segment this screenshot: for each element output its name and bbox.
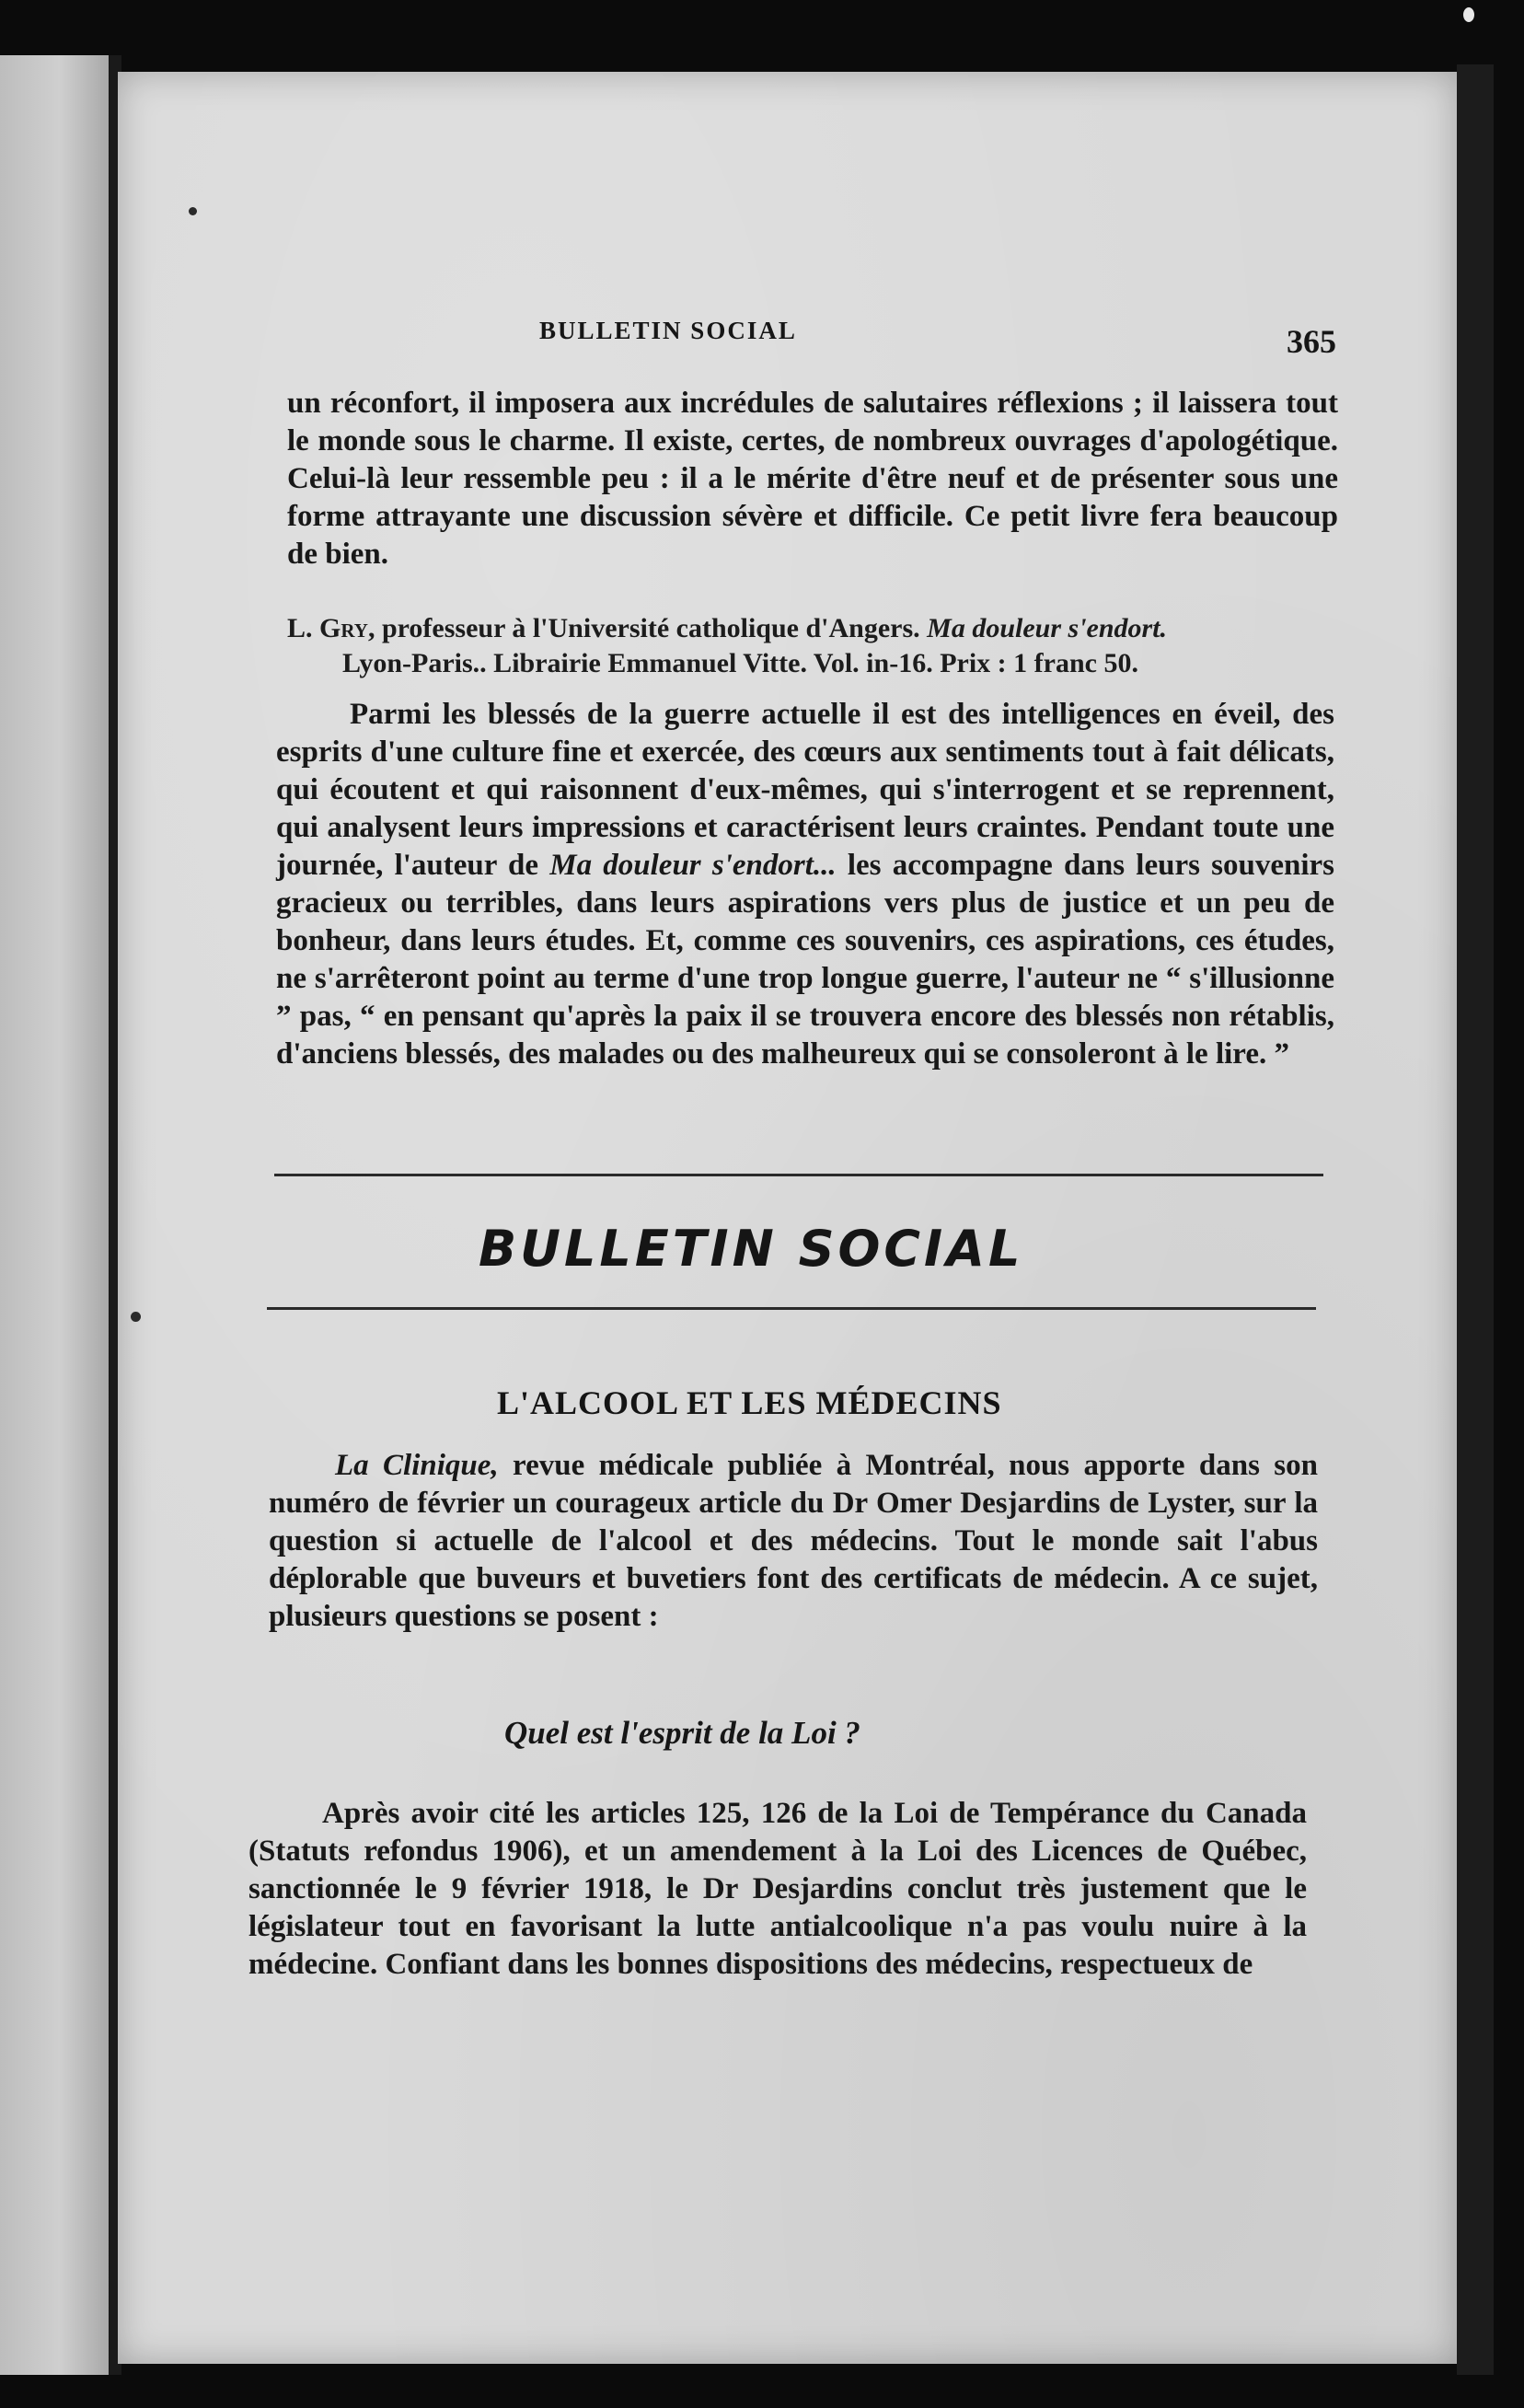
author-description: , professeur à l'Université catholique d'Angers.	[367, 613, 920, 643]
book-title: Ma douleur s'endort.	[927, 613, 1168, 643]
review-continuation-paragraph: un réconfort, il imposera aux incrédules de salutaires réflexions ; il laissera tout le monde sous le charme. Il existe, certes, de nombreux ouvrages d'apologétique. Celui-là leur ressemble peu : il a le mérite d'être neuf et de présenter sous une forme attrayante une discussion sévère et difficile. Ce petit livre fera beaucoup de bien.	[287, 387, 1338, 571]
review-text-end: les accompagne dans leurs souvenirs gracieux ou terribles, dans leurs aspirations vers plus de justice et un peu de bonheur, dans leurs études. Et, comme ces souvenirs, ces aspirations, ces études, ne s'arrêteront point au terme d'une trop longue guerre, l'auteur ne “ s'illusionne ” pas, “ en pensant qu'après la paix il se trouvera encore des blessés non rétablis, d'anciens blessés, des malades ou des malheureux qui se consoleront à le lire. ”	[276, 849, 1334, 1071]
article-source: La Clinique,	[335, 1449, 499, 1482]
section-title: BULLETIN SOCIAL	[479, 1220, 1024, 1278]
article-intro-paragraph	[269, 1447, 1318, 1636]
article-intro-text: revue médicale publiée à Montréal, nous apporte dans son numéro de février un courageux article du Dr Omer Desjardins de Lyster, sur la question si actuelle de l'alcool et des médecins. Tout le monde sait l'abus déplorable que buveurs et buvetiers font des certificats de médecin. A ce sujet, plusieurs questions se posent :	[269, 1449, 1318, 1633]
section-bottom-rule	[267, 1307, 1316, 1310]
article-title: L'ALCOOL ET LES MÉDECINS	[497, 1384, 1002, 1421]
print-speck	[1463, 7, 1474, 22]
article-body-paragraph: Après avoir cité les articles 125, 126 de la Loi de Tempérance du Canada (Statuts refondus 1906), et un amendement à la Loi des Licences de Québec, sanctionnée le 9 février 1918, le Dr Desjardins conclut très justement que le législateur tout en favorisant la lutte antialcoolique n'a pas voulu nuire à la médecine. Confiant dans les bonnes dispositions des médecins, respectueux de	[248, 1797, 1307, 1981]
author-name: Gry	[319, 613, 368, 643]
book-review-citation	[287, 611, 1338, 681]
page-number: 365	[1287, 323, 1336, 360]
book-publisher: Lyon-Paris.. Librairie Emmanuel Vitte. Vol. in-16. Prix : 1 franc 50.	[342, 648, 1138, 678]
previous-page-edge	[0, 55, 109, 2375]
print-speck	[189, 207, 197, 215]
article-subheading: Quel est l'esprit de la Loi ?	[504, 1715, 860, 1751]
section-top-rule	[274, 1174, 1323, 1176]
page-right-border	[1457, 64, 1494, 2375]
review-book-title: Ma douleur s'endort...	[549, 849, 837, 882]
book-review-paragraph	[276, 696, 1334, 1073]
running-title: BULLETIN SOCIAL	[539, 317, 797, 344]
print-speck	[131, 1312, 141, 1322]
author-initial: L.	[287, 613, 313, 643]
review-text-start: Parmi les blessés de la guerre actuelle il est des intelligences en éveil, des esprits d'une culture fine et exercée, des cœurs aux sentiments tout à fait délicats, qui écoutent et qui raisonnent d'eux-mêmes, qui s'interrogent et se reprennent, qui analysent leurs impressions et caractérisent leurs craintes. Pendant toute une journée, l'auteur de	[276, 698, 1334, 882]
